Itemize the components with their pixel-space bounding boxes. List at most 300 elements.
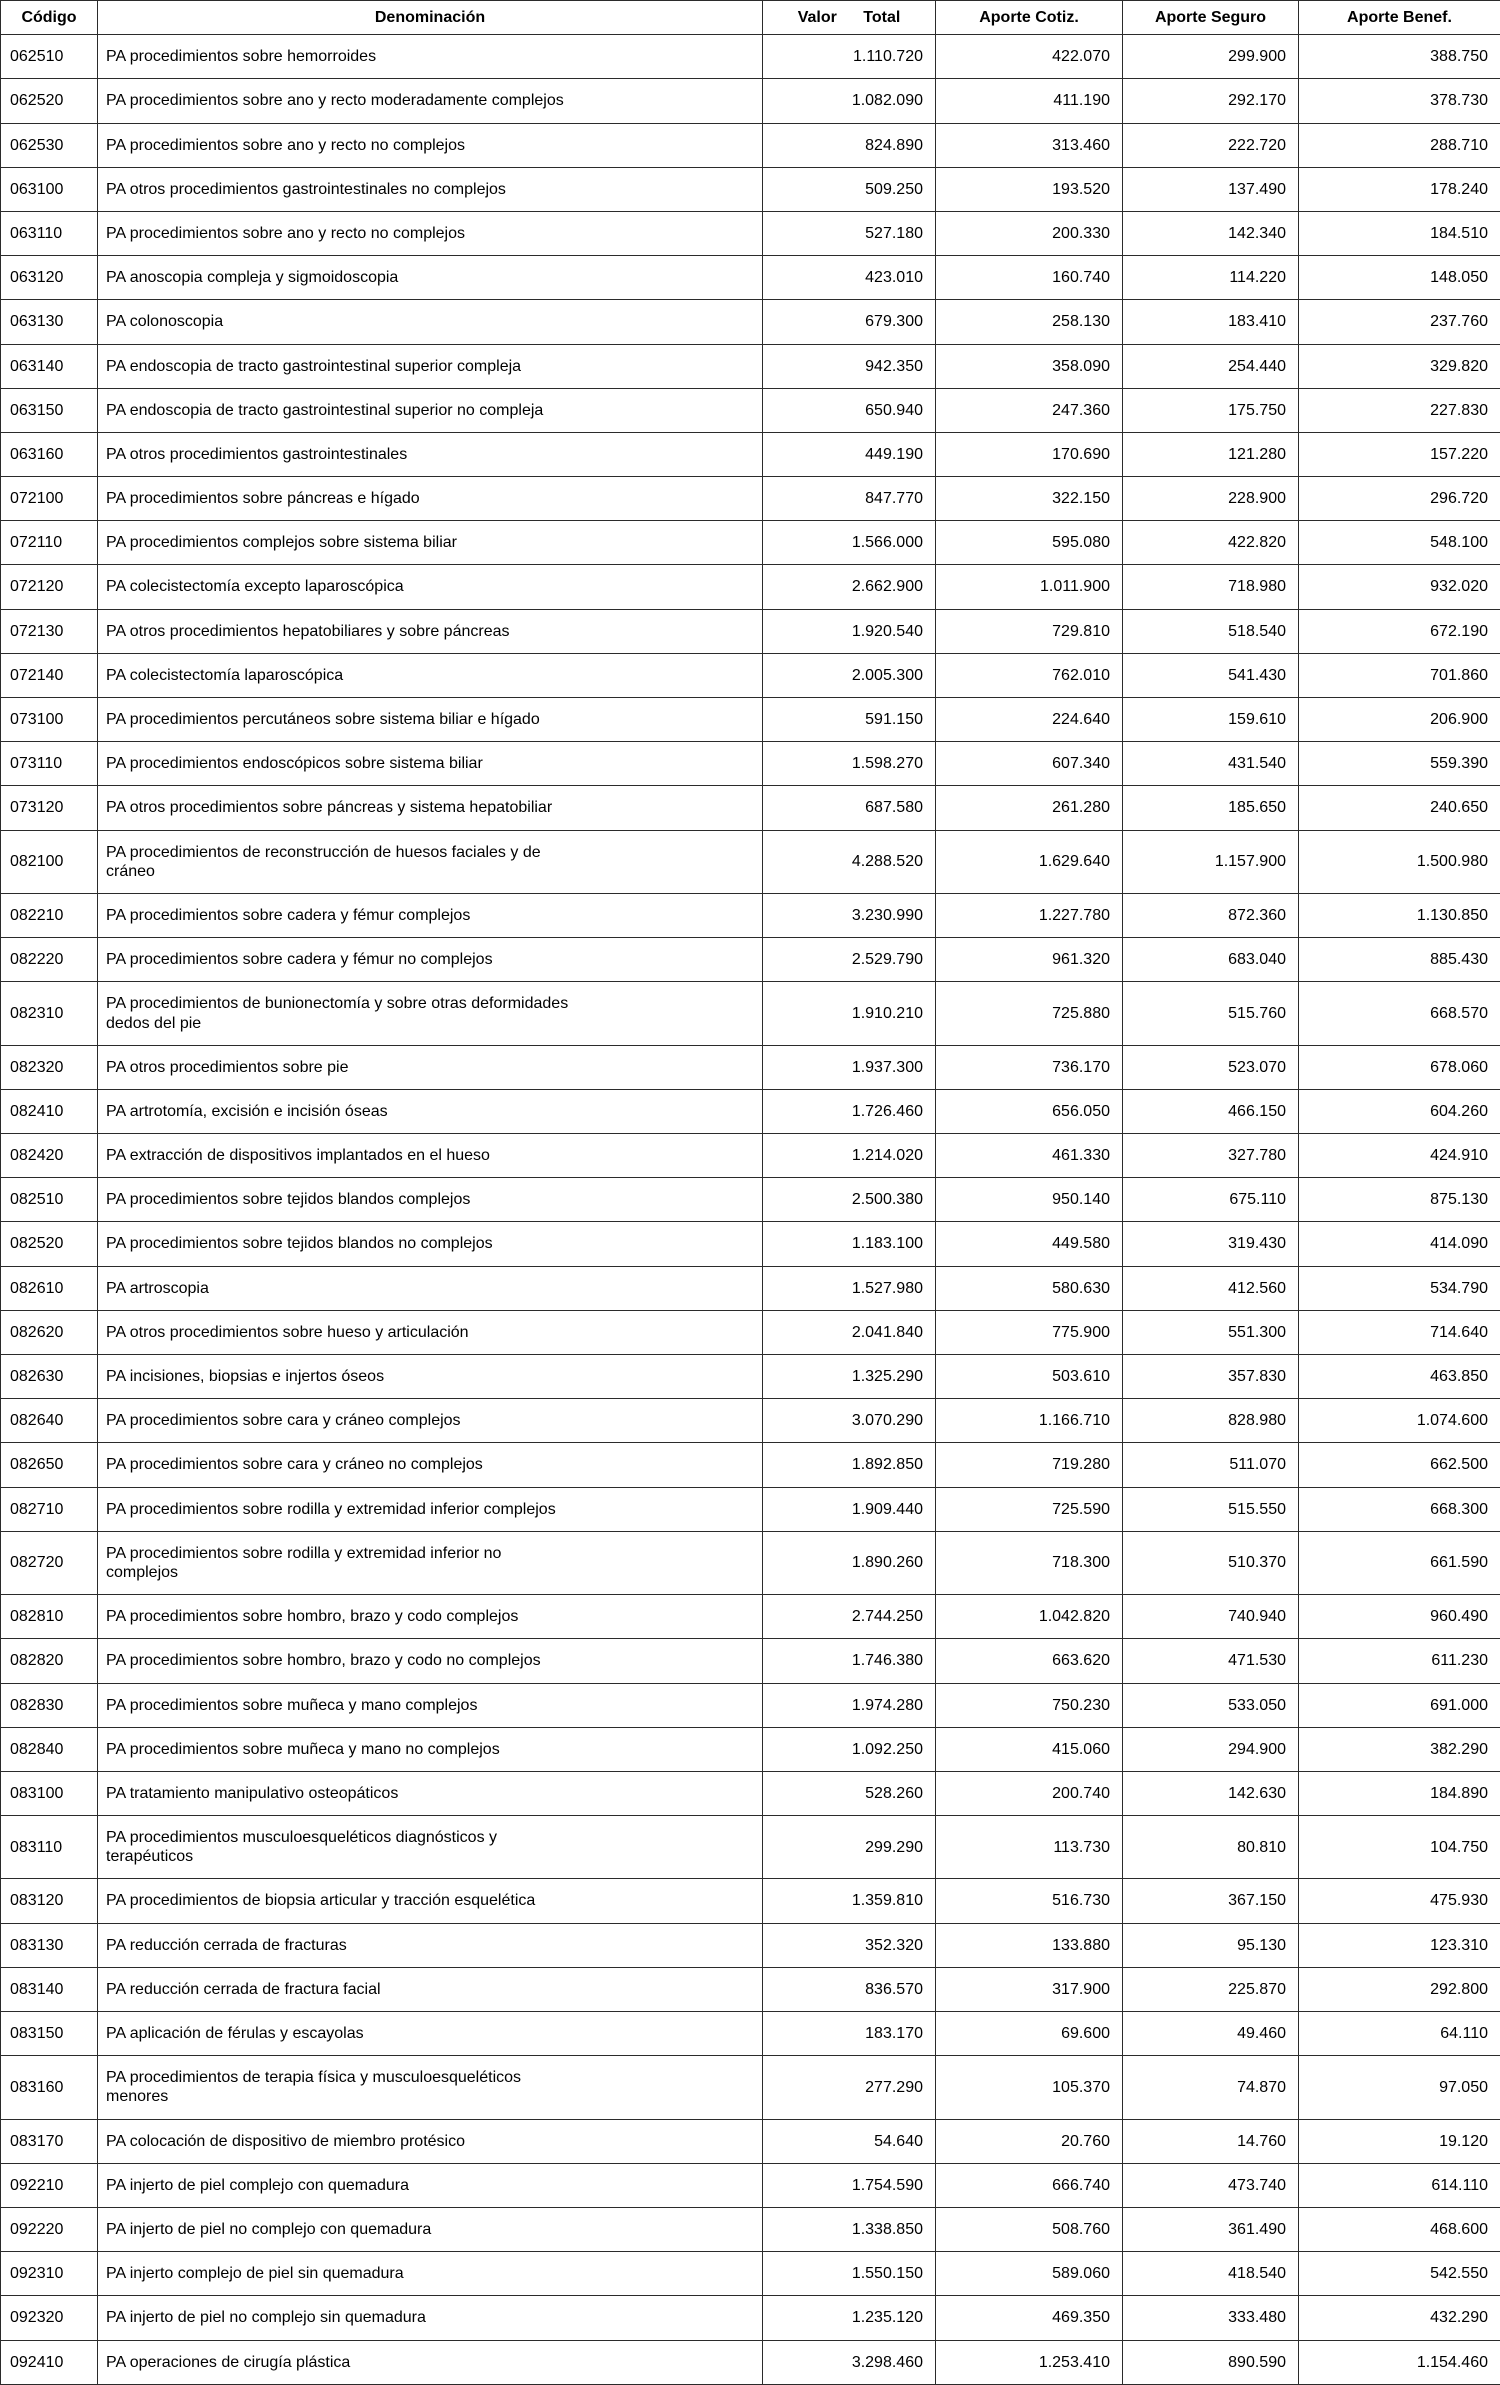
cell-aporte_cotiz: 725.590 [936, 1487, 1123, 1531]
procedure-name: PA otros procedimientos sobre hueso y articulación [106, 1323, 469, 1342]
cell-code: 062520 [1, 79, 98, 123]
cell-aporte_seguro: 299.900 [1123, 35, 1299, 79]
cell-name [98, 830, 763, 893]
cell-aporte_seguro: 175.750 [1123, 388, 1299, 432]
cell-aporte_cotiz: 656.050 [936, 1089, 1123, 1133]
procedure-name: PA procedimientos sobre ano y recto no complejos [106, 136, 465, 155]
cell-valor_total: 687.580 [763, 786, 936, 830]
cell-aporte_seguro: 228.900 [1123, 477, 1299, 521]
cell-aporte_seguro: 14.760 [1123, 2119, 1299, 2163]
cell-aporte_cotiz: 666.740 [936, 2163, 1123, 2207]
cell-code: 082830 [1, 1683, 98, 1727]
cell-code: 082520 [1, 1222, 98, 1266]
cell-valor_total: 1.598.270 [763, 742, 936, 786]
cell-code: 073120 [1, 786, 98, 830]
cell-aporte_benef: 123.310 [1299, 1923, 1500, 1967]
cell-code: 073110 [1, 742, 98, 786]
cell-aporte_benef: 1.074.600 [1299, 1399, 1500, 1443]
cell-aporte_benef: 64.110 [1299, 2012, 1500, 2056]
procedure-name: PA otros procedimientos gastrointestinales [106, 445, 407, 464]
cell-valor_total: 2.529.790 [763, 938, 936, 982]
table-row [1, 653, 1500, 697]
cell-code: 082620 [1, 1310, 98, 1354]
cell-valor_total: 4.288.520 [763, 830, 936, 893]
cell-aporte_benef: 288.710 [1299, 123, 1500, 167]
cell-valor_total: 423.010 [763, 256, 936, 300]
procedure-name: PA otros procedimientos hepatobiliares y sobre páncreas [106, 622, 509, 641]
table-row [1, 521, 1500, 565]
cell-code: 062530 [1, 123, 98, 167]
cell-code: 082420 [1, 1134, 98, 1178]
table-row [1, 1531, 1500, 1594]
cell-code: 082810 [1, 1595, 98, 1639]
procedure-name: PA endoscopia de tracto gastrointestinal superior no compleja [106, 401, 543, 420]
cell-aporte_cotiz: 105.370 [936, 2056, 1123, 2119]
table-row [1, 2296, 1500, 2340]
cell-aporte_cotiz: 200.740 [936, 1771, 1123, 1815]
cell-aporte_seguro: 49.460 [1123, 2012, 1299, 2056]
procedure-name: PA injerto de piel no complejo con quemadura [106, 2220, 431, 2239]
cell-aporte_seguro: 412.560 [1123, 1266, 1299, 1310]
table-row [1, 2340, 1500, 2384]
cell-valor_total: 1.920.540 [763, 609, 936, 653]
table-row [1, 1879, 1500, 1923]
cell-name [98, 2119, 763, 2163]
procedure-name: PA reducción cerrada de fractura facial [106, 1980, 381, 1999]
cell-aporte_benef: 97.050 [1299, 2056, 1500, 2119]
column-header-name: Denominación [98, 1, 763, 35]
cell-aporte_cotiz: 193.520 [936, 167, 1123, 211]
cell-aporte_cotiz: 950.140 [936, 1178, 1123, 1222]
cell-aporte_seguro: 510.370 [1123, 1531, 1299, 1594]
cell-name [98, 2207, 763, 2251]
table-row [1, 893, 1500, 937]
cell-code: 082710 [1, 1487, 98, 1531]
cell-code: 072140 [1, 653, 98, 697]
cell-code: 082320 [1, 1045, 98, 1089]
cell-code: 082640 [1, 1399, 98, 1443]
cell-aporte_cotiz: 718.300 [936, 1531, 1123, 1594]
cell-aporte_seguro: 361.490 [1123, 2207, 1299, 2251]
cell-code: 063130 [1, 300, 98, 344]
cell-name [98, 742, 763, 786]
cell-name [98, 893, 763, 937]
cell-aporte_benef: 668.570 [1299, 982, 1500, 1045]
table-row [1, 1443, 1500, 1487]
cell-name [98, 609, 763, 653]
cell-aporte_cotiz: 589.060 [936, 2252, 1123, 2296]
cell-aporte_seguro: 294.900 [1123, 1727, 1299, 1771]
cell-aporte_benef: 227.830 [1299, 388, 1500, 432]
cell-valor_total: 277.290 [763, 2056, 936, 2119]
cell-name [98, 344, 763, 388]
cell-code: 092410 [1, 2340, 98, 2384]
cell-aporte_seguro: 533.050 [1123, 1683, 1299, 1727]
table-row [1, 1045, 1500, 1089]
cell-code: 063120 [1, 256, 98, 300]
procedure-name: PA procedimientos sobre hombro, brazo y codo no complejos [106, 1651, 541, 1670]
table-row [1, 2012, 1500, 2056]
cell-valor_total: 1.338.850 [763, 2207, 936, 2251]
cell-valor_total: 1.910.210 [763, 982, 936, 1045]
cell-valor_total: 1.909.440 [763, 1487, 936, 1531]
cell-aporte_cotiz: 200.330 [936, 211, 1123, 255]
procedure-name: PA extracción de dispositivos implantados en el hueso [106, 1146, 490, 1165]
cell-aporte_benef: 329.820 [1299, 344, 1500, 388]
cell-aporte_benef: 206.900 [1299, 698, 1500, 742]
column-header-aporte_benef: Aporte Benef. [1299, 1, 1500, 35]
cell-name [98, 211, 763, 255]
cell-aporte_benef: 548.100 [1299, 521, 1500, 565]
cell-aporte_seguro: 225.870 [1123, 1967, 1299, 2011]
procedure-name: PA operaciones de cirugía plástica [106, 2353, 350, 2372]
procedure-name: PA otros procedimientos gastrointestinales no complejos [106, 180, 506, 199]
column-header-aporte_cotiz: Aporte Cotiz. [936, 1, 1123, 35]
cell-code: 082630 [1, 1355, 98, 1399]
cell-code: 082720 [1, 1531, 98, 1594]
procedure-name: PA aplicación de férulas y escayolas [106, 2024, 364, 2043]
table-row [1, 79, 1500, 123]
procedure-name: PA artroscopia [106, 1279, 209, 1298]
cell-code: 073100 [1, 698, 98, 742]
cell-code: 082220 [1, 938, 98, 982]
cell-code: 063110 [1, 211, 98, 255]
procedure-name: PA colocación de dispositivo de miembro protésico [106, 2132, 465, 2151]
cell-aporte_cotiz: 469.350 [936, 2296, 1123, 2340]
cell-aporte_benef: 691.000 [1299, 1683, 1500, 1727]
table-row [1, 2119, 1500, 2163]
cell-aporte_benef: 19.120 [1299, 2119, 1500, 2163]
table-row [1, 388, 1500, 432]
cell-aporte_cotiz: 503.610 [936, 1355, 1123, 1399]
procedure-name: PA injerto de piel no complejo sin quemadura [106, 2308, 426, 2327]
cell-aporte_benef: 237.760 [1299, 300, 1500, 344]
cell-aporte_benef: 614.110 [1299, 2163, 1500, 2207]
cell-code: 082100 [1, 830, 98, 893]
cell-aporte_seguro: 137.490 [1123, 167, 1299, 211]
cell-aporte_cotiz: 750.230 [936, 1683, 1123, 1727]
cell-aporte_cotiz: 422.070 [936, 35, 1123, 79]
cell-valor_total: 2.662.900 [763, 565, 936, 609]
cell-aporte_seguro: 74.870 [1123, 2056, 1299, 2119]
cell-aporte_seguro: 142.340 [1123, 211, 1299, 255]
cell-valor_total: 527.180 [763, 211, 936, 255]
cell-code: 083150 [1, 2012, 98, 2056]
procedure-name: PA colonoscopia [106, 312, 223, 331]
cell-aporte_cotiz: 580.630 [936, 1266, 1123, 1310]
table-row [1, 1487, 1500, 1531]
table-row [1, 1355, 1500, 1399]
table-row [1, 123, 1500, 167]
cell-aporte_cotiz: 961.320 [936, 938, 1123, 982]
procedure-name: PA procedimientos sobre ano y recto no complejos [106, 224, 465, 243]
cell-name [98, 1923, 763, 1967]
cell-code: 082840 [1, 1727, 98, 1771]
cell-aporte_cotiz: 663.620 [936, 1639, 1123, 1683]
cell-aporte_benef: 960.490 [1299, 1595, 1500, 1639]
cell-aporte_cotiz: 1.166.710 [936, 1399, 1123, 1443]
cell-aporte_cotiz: 322.150 [936, 477, 1123, 521]
cell-aporte_cotiz: 508.760 [936, 2207, 1123, 2251]
cell-name [98, 167, 763, 211]
cell-code: 063140 [1, 344, 98, 388]
cell-aporte_benef: 1.154.460 [1299, 2340, 1500, 2384]
cell-aporte_cotiz: 261.280 [936, 786, 1123, 830]
cell-aporte_benef: 714.640 [1299, 1310, 1500, 1354]
cell-code: 072120 [1, 565, 98, 609]
table-row [1, 1816, 1500, 1879]
cell-name [98, 2056, 763, 2119]
cell-valor_total: 509.250 [763, 167, 936, 211]
procedure-name: PA injerto complejo de piel sin quemadura [106, 2264, 404, 2283]
cell-aporte_cotiz: 775.900 [936, 1310, 1123, 1354]
cell-aporte_cotiz: 736.170 [936, 1045, 1123, 1089]
cell-aporte_benef: 662.500 [1299, 1443, 1500, 1487]
cell-name [98, 2340, 763, 2384]
cell-code: 083120 [1, 1879, 98, 1923]
table-row [1, 432, 1500, 476]
cell-aporte_seguro: 473.740 [1123, 2163, 1299, 2207]
table-row [1, 1178, 1500, 1222]
cell-code: 082510 [1, 1178, 98, 1222]
cell-aporte_benef: 604.260 [1299, 1089, 1500, 1133]
cell-valor_total: 54.640 [763, 2119, 936, 2163]
cell-aporte_seguro: 431.540 [1123, 742, 1299, 786]
cell-name [98, 1399, 763, 1443]
column-header-aporte_seguro: Aporte Seguro [1123, 1, 1299, 35]
cell-code: 083140 [1, 1967, 98, 2011]
cell-aporte_seguro: 515.550 [1123, 1487, 1299, 1531]
cell-aporte_benef: 668.300 [1299, 1487, 1500, 1531]
cell-valor_total: 1.974.280 [763, 1683, 936, 1727]
cell-aporte_seguro: 471.530 [1123, 1639, 1299, 1683]
cell-valor_total: 449.190 [763, 432, 936, 476]
cell-name [98, 1816, 763, 1879]
cell-valor_total: 1.937.300 [763, 1045, 936, 1089]
cell-valor_total: 1.746.380 [763, 1639, 936, 1683]
cell-name [98, 1089, 763, 1133]
cell-aporte_seguro: 511.070 [1123, 1443, 1299, 1487]
cell-aporte_cotiz: 415.060 [936, 1727, 1123, 1771]
cell-aporte_benef: 388.750 [1299, 35, 1500, 79]
table-header [1, 1, 1500, 35]
cell-aporte_benef: 382.290 [1299, 1727, 1500, 1771]
table-row [1, 167, 1500, 211]
cell-aporte_benef: 432.290 [1299, 2296, 1500, 2340]
cell-aporte_cotiz: 160.740 [936, 256, 1123, 300]
cell-aporte_benef: 661.590 [1299, 1531, 1500, 1594]
cell-code: 092210 [1, 2163, 98, 2207]
cell-name [98, 1310, 763, 1354]
cell-aporte_benef: 148.050 [1299, 256, 1500, 300]
cell-aporte_cotiz: 607.340 [936, 742, 1123, 786]
cell-valor_total: 1.214.020 [763, 1134, 936, 1178]
cell-aporte_seguro: 740.940 [1123, 1595, 1299, 1639]
cell-aporte_cotiz: 725.880 [936, 982, 1123, 1045]
table-row [1, 35, 1500, 79]
cell-name [98, 982, 763, 1045]
cell-valor_total: 1.092.250 [763, 1727, 936, 1771]
procedure-name: PA procedimientos de reconstrucción de huesos faciales y de cráneo [106, 843, 576, 881]
cell-aporte_seguro: 357.830 [1123, 1355, 1299, 1399]
cell-code: 072130 [1, 609, 98, 653]
cell-aporte_seguro: 675.110 [1123, 1178, 1299, 1222]
cell-valor_total: 836.570 [763, 1967, 936, 2011]
cell-aporte_seguro: 683.040 [1123, 938, 1299, 982]
cell-name [98, 1045, 763, 1089]
cell-aporte_cotiz: 762.010 [936, 653, 1123, 697]
cell-aporte_benef: 468.600 [1299, 2207, 1500, 2251]
cell-code: 082610 [1, 1266, 98, 1310]
cell-aporte_seguro: 515.760 [1123, 982, 1299, 1045]
cell-aporte_seguro: 418.540 [1123, 2252, 1299, 2296]
cell-aporte_benef: 534.790 [1299, 1266, 1500, 1310]
cell-valor_total: 1.890.260 [763, 1531, 936, 1594]
procedure-name: PA procedimientos endoscópicos sobre sistema biliar [106, 754, 483, 773]
table-row [1, 1639, 1500, 1683]
cell-valor_total: 3.070.290 [763, 1399, 936, 1443]
cell-aporte_cotiz: 258.130 [936, 300, 1123, 344]
cell-valor_total: 1.726.460 [763, 1089, 936, 1133]
cell-name [98, 521, 763, 565]
procedure-name: PA tratamiento manipulativo osteopáticos [106, 1784, 398, 1803]
cell-code: 063150 [1, 388, 98, 432]
table-row [1, 344, 1500, 388]
cell-name [98, 123, 763, 167]
cell-name [98, 1222, 763, 1266]
procedure-name: PA procedimientos de biopsia articular y tracción esquelética [106, 1891, 535, 1910]
cell-aporte_seguro: 142.630 [1123, 1771, 1299, 1815]
table-row [1, 2207, 1500, 2251]
cell-name [98, 477, 763, 521]
procedure-name: PA endoscopia de tracto gastrointestinal superior compleja [106, 357, 521, 376]
cell-aporte_cotiz: 20.760 [936, 2119, 1123, 2163]
cell-valor_total: 1.325.290 [763, 1355, 936, 1399]
cell-valor_total: 2.041.840 [763, 1310, 936, 1354]
cell-aporte_seguro: 466.150 [1123, 1089, 1299, 1133]
cell-aporte_cotiz: 358.090 [936, 344, 1123, 388]
procedure-name: PA otros procedimientos sobre pie [106, 1058, 349, 1077]
procedure-name: PA procedimientos sobre cadera y fémur no complejos [106, 950, 493, 969]
table-row [1, 2056, 1500, 2119]
table-row [1, 1595, 1500, 1639]
procedure-name: PA procedimientos sobre hombro, brazo y codo complejos [106, 1607, 518, 1626]
cell-aporte_seguro: 872.360 [1123, 893, 1299, 937]
cell-aporte_benef: 104.750 [1299, 1816, 1500, 1879]
cell-aporte_seguro: 541.430 [1123, 653, 1299, 697]
table-row [1, 1089, 1500, 1133]
cell-valor_total: 650.940 [763, 388, 936, 432]
cell-name [98, 786, 763, 830]
cell-code: 092220 [1, 2207, 98, 2251]
table-row [1, 1266, 1500, 1310]
procedure-name: PA procedimientos sobre hemorroides [106, 47, 376, 66]
cell-name [98, 1178, 763, 1222]
cell-valor_total: 1.550.150 [763, 2252, 936, 2296]
cell-aporte_benef: 475.930 [1299, 1879, 1500, 1923]
cell-name [98, 1531, 763, 1594]
cell-aporte_seguro: 333.480 [1123, 2296, 1299, 2340]
cell-aporte_cotiz: 247.360 [936, 388, 1123, 432]
cell-aporte_cotiz: 1.011.900 [936, 565, 1123, 609]
cell-name [98, 1266, 763, 1310]
table-row [1, 698, 1500, 742]
cell-aporte_benef: 701.860 [1299, 653, 1500, 697]
cell-valor_total: 1.359.810 [763, 1879, 936, 1923]
cell-name [98, 388, 763, 432]
cell-aporte_seguro: 121.280 [1123, 432, 1299, 476]
cell-valor_total: 1.892.850 [763, 1443, 936, 1487]
cell-aporte_benef: 463.850 [1299, 1355, 1500, 1399]
cell-aporte_benef: 292.800 [1299, 1967, 1500, 2011]
cell-name [98, 1683, 763, 1727]
cell-code: 092320 [1, 2296, 98, 2340]
cell-code: 082650 [1, 1443, 98, 1487]
cell-aporte_benef: 184.890 [1299, 1771, 1500, 1815]
procedure-name: PA procedimientos complejos sobre sistema biliar [106, 533, 457, 552]
cell-aporte_seguro: 292.170 [1123, 79, 1299, 123]
cell-name [98, 938, 763, 982]
cell-name [98, 79, 763, 123]
cell-code: 063160 [1, 432, 98, 476]
table-row [1, 982, 1500, 1045]
cell-name [98, 35, 763, 79]
cell-code: 072100 [1, 477, 98, 521]
procedure-name: PA incisiones, biopsias e injertos óseos [106, 1367, 384, 1386]
cell-aporte_seguro: 319.430 [1123, 1222, 1299, 1266]
cell-name [98, 1355, 763, 1399]
cell-aporte_seguro: 114.220 [1123, 256, 1299, 300]
cell-aporte_cotiz: 113.730 [936, 1816, 1123, 1879]
table-row [1, 2163, 1500, 2207]
cell-name [98, 432, 763, 476]
cell-aporte_cotiz: 133.880 [936, 1923, 1123, 1967]
cell-aporte_benef: 885.430 [1299, 938, 1500, 982]
cell-aporte_benef: 296.720 [1299, 477, 1500, 521]
procedure-name: PA anoscopia compleja y sigmoidoscopia [106, 268, 398, 287]
column-header-code: Código [1, 1, 98, 35]
cell-aporte_benef: 932.020 [1299, 565, 1500, 609]
cell-valor_total: 1.183.100 [763, 1222, 936, 1266]
cell-aporte_seguro: 185.650 [1123, 786, 1299, 830]
table-row [1, 1310, 1500, 1354]
cell-valor_total: 679.300 [763, 300, 936, 344]
procedure-name: PA injerto de piel complejo con quemadura [106, 2176, 409, 2195]
procedure-name: PA procedimientos sobre páncreas e hígado [106, 489, 420, 508]
procedure-name: PA procedimientos sobre tejidos blandos no complejos [106, 1234, 493, 1253]
column-header-valor_total: Valor Total [763, 1, 936, 35]
table-row [1, 565, 1500, 609]
cell-aporte_cotiz: 1.227.780 [936, 893, 1123, 937]
cell-valor_total: 1.110.720 [763, 35, 936, 79]
cell-code: 082210 [1, 893, 98, 937]
cell-name [98, 653, 763, 697]
procedure-name: PA procedimientos de terapia física y musculoesqueléticos menores [106, 2068, 576, 2106]
header-row [1, 1, 1500, 35]
table-row [1, 742, 1500, 786]
table-row [1, 1134, 1500, 1178]
cell-valor_total: 183.170 [763, 2012, 936, 2056]
cell-code: 083170 [1, 2119, 98, 2163]
cell-code: 062510 [1, 35, 98, 79]
cell-aporte_benef: 611.230 [1299, 1639, 1500, 1683]
cell-aporte_cotiz: 719.280 [936, 1443, 1123, 1487]
procedure-name: PA reducción cerrada de fracturas [106, 1936, 347, 1955]
table-row [1, 1683, 1500, 1727]
cell-aporte_seguro: 518.540 [1123, 609, 1299, 653]
cell-name [98, 565, 763, 609]
procedure-name: PA colecistectomía excepto laparoscópica [106, 577, 404, 596]
